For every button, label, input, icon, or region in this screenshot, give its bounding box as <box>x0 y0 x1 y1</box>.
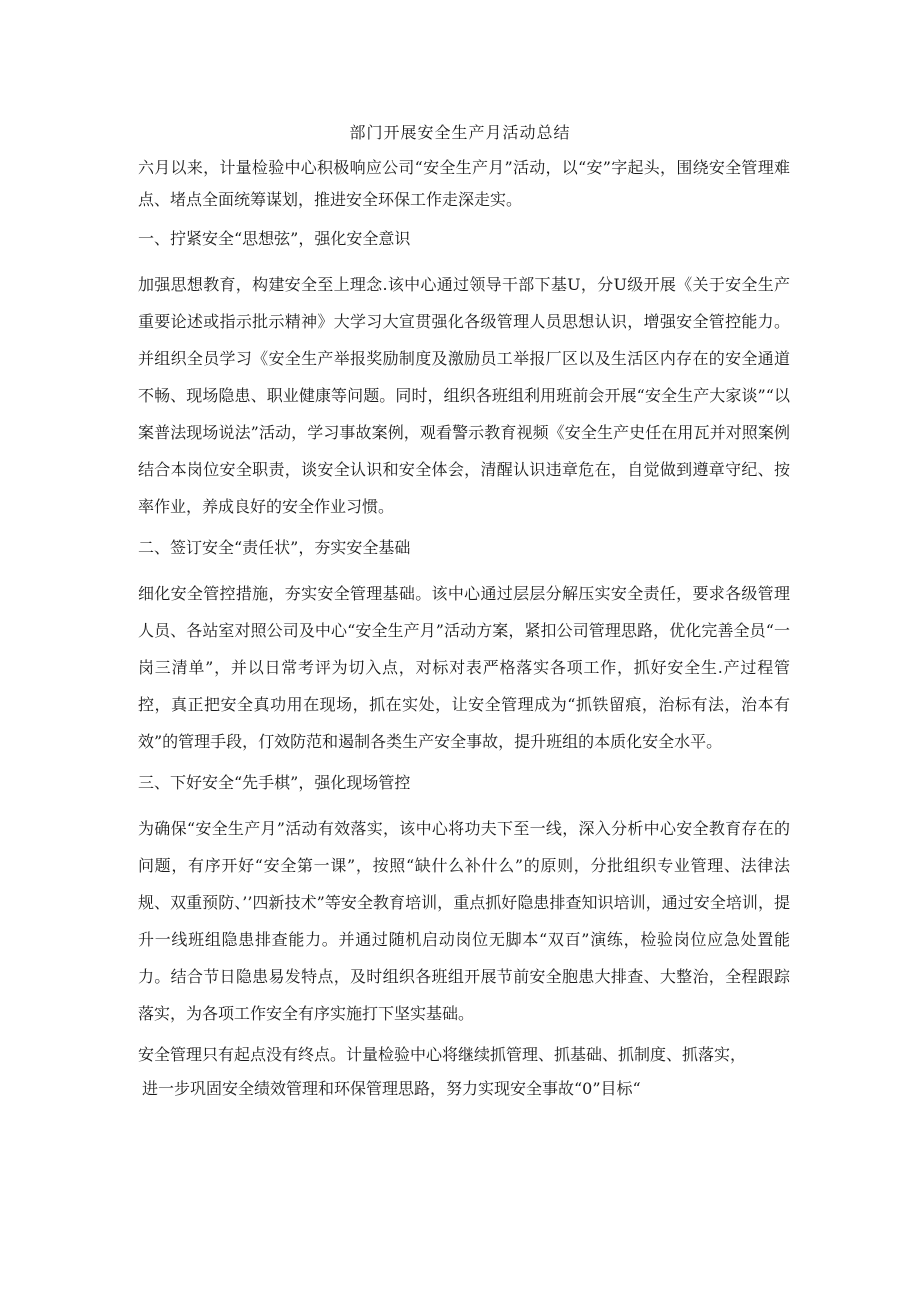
closing-paragraph <box>138 1040 790 1104</box>
closing-line-2: 进一步巩固安全绩效管理和环保管理思路，努力实现安全事故“0”目标“ <box>142 1079 641 1098</box>
section-3-paragraph: 为确保“安全生产月”活动有效落实，该中心将功夫下至一线，深入分析中心安全教育存在的问题，有序开好“安全第一课”，按照“缺什么补什么”的原则，分批组织专业管理、法律法规、双重预防、’’四新技术”等安全教育培训，重点抓好隐患排查知识培训，通过安全培训，提升一线班组隐患排查能力。并通过随机启动岗位无脚本“双百”演练，检验岗位应急处置能力。结合节日隐患易发特点，及时组织各班组开展节前安全胞患大排查、大整治，全程跟踪落实，为各项工作安全有序实施打下坚实基础。 <box>138 819 790 1023</box>
section-1-paragraph: 加强思想教育，构建安全至上理念.该中心通过领导干部下基U，分U级开展《关于安全生产重要论述或指示批示精神》大学习大宣贯强化各级管理人员思想认识，增强安全管控能力。并组织全员学习《安全生产举报奖励制度及激励员工举报厂区以及生活区内存在的安全通道不畅、现场隐患、职业健康等问题。同时，组织各班组利用班前会开展“安全生产大家谈”“以案普法现场说法”活动，学习事故案例，观看警示教育视频《安全生产史任在用瓦并对照案例结合本岗位安全职责，谈安全认识和安全体会，清醒认识违章危在，自觉做到遵章守纪、按率作业，养成良好的安全作业习惯。 <box>138 275 790 516</box>
closing-line-1: 安全管理只有起点没有终点。计量检验中心将继续抓管理、抓基础、抓制度、抓落实， <box>138 1045 747 1064</box>
section-2-paragraph: 细化安全管控措施，夯实安全管理基础。该中心通过层层分解压实安全责任，要求各级管理人员、各站室对照公司及中心“安全生产月”活动方案，紧扣公司管理思路，优化完善全员“一岗三清单”，并以日常考评为切入点，对标对表严格落实各项工作，抓好安全生.产过程管控，真正把安全真功用在现场，抓在实处，让安全管理成为“抓铁留痕，治标有法，治本有效”的管理手段，仃效防范和遏制各类生产安全事故，提升班组的本质化安全水平。 <box>138 584 790 751</box>
document-title: 部门开展安全生产月活动总结 <box>349 123 571 142</box>
section-3-heading: 三、下好安全“先手棋”，强化现场管控 <box>138 773 411 792</box>
intro-paragraph: 六月以来，计量检验中心积极响应公司“安全生产月”活动，以“安”字起头，围绕安全管理难点、堵点全面统筹谋划，推进安全环保工作走深走实。 <box>138 158 790 209</box>
section-2-heading: 二、签订安全“责任状”，夯实安全基础 <box>138 538 411 557</box>
section-1-heading: 一、拧紧安全“思想弦”，强化安全意识 <box>138 229 411 248</box>
document-body <box>138 152 790 1116</box>
